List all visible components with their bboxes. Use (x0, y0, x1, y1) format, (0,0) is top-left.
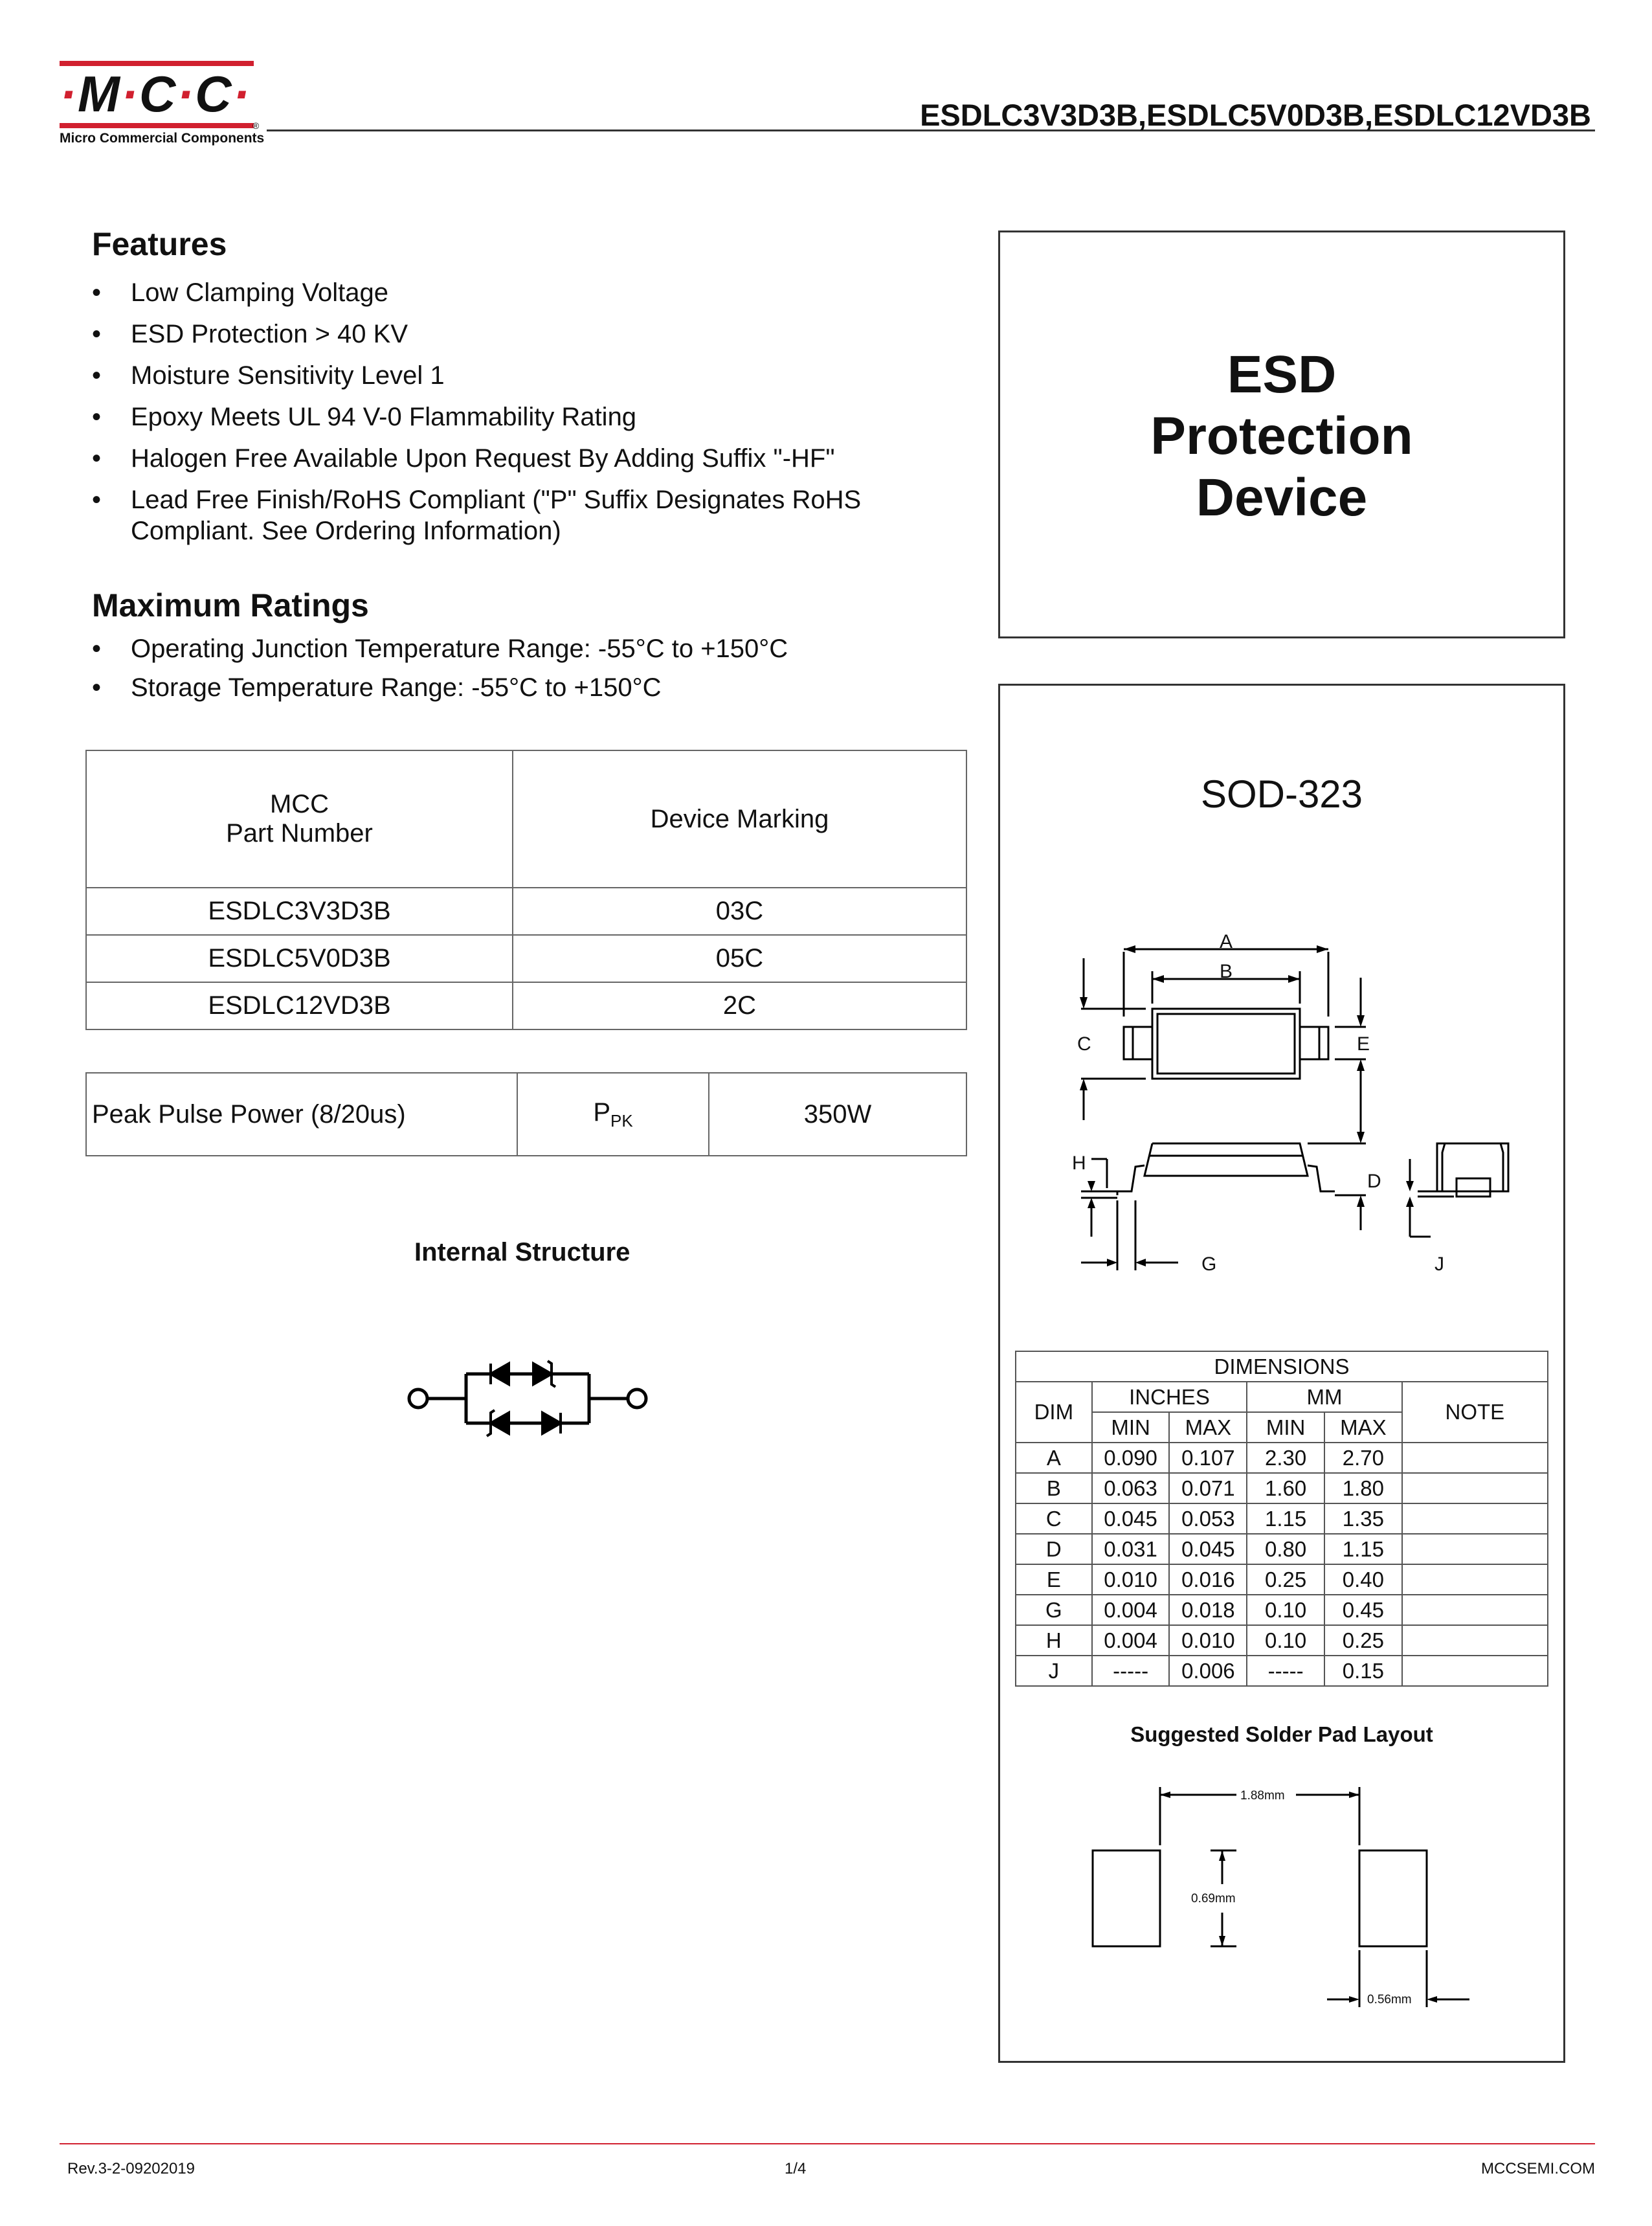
marking-cell: 2C (513, 982, 966, 1029)
label-h: H (1072, 1152, 1086, 1174)
solder-height-label: 0.69mm (1191, 1892, 1236, 1906)
marking-cell: 05C (513, 935, 966, 982)
internal-structure-diagram (401, 1347, 654, 1450)
table-row: J ----- 0.006 ----- 0.15 (1016, 1656, 1548, 1686)
package-name: SOD-323 (1200, 772, 1363, 816)
marking-cell: 03C (513, 888, 966, 935)
table-row: C 0.045 0.053 1.15 1.35 (1016, 1503, 1548, 1534)
features-heading: Features (92, 226, 227, 262)
min-header: MIN (1247, 1412, 1324, 1443)
solder-width-label: 0.56mm (1367, 1993, 1412, 2007)
dimensions-title-row (1016, 1351, 1548, 1382)
logo-subtitle: Micro Commercial Components (60, 131, 265, 146)
table-row: B 0.063 0.071 1.60 1.80 (1016, 1473, 1548, 1503)
inches-header: INCHES (1092, 1382, 1247, 1412)
table-row (86, 935, 966, 982)
package-outline-drawing (1068, 932, 1521, 1282)
power-table (85, 1072, 967, 1156)
table-row: D 0.031 0.045 0.80 1.15 (1016, 1534, 1548, 1564)
label-d: D (1367, 1171, 1381, 1192)
solder-pad-left (1093, 1850, 1160, 1946)
label-c: C (1077, 1033, 1091, 1055)
label-g: G (1201, 1254, 1217, 1275)
logo-bar-bottom (60, 123, 254, 128)
footer-page-number: 1/4 (785, 2160, 807, 2177)
logo-registered-mark: ® (252, 120, 260, 131)
device-marking-header: Device Marking (513, 750, 966, 888)
label-j: J (1434, 1254, 1444, 1275)
power-value: 350W (709, 1073, 966, 1156)
list-item: • Lead Free Finish/RoHS Compliant ("P" Suffix Designates RoHS Compliant. See Ordering Information) (92, 484, 895, 546)
power-symbol: $P_{PK}$ (517, 1073, 709, 1156)
table-header-row (86, 750, 966, 888)
marking-table (85, 750, 967, 1030)
solder-pad-right (1359, 1850, 1427, 1946)
list-item: • Low Clamping Voltage (92, 277, 933, 308)
dimensions-table (1015, 1351, 1548, 1687)
solder-pad-heading: Suggested Solder Pad Layout (1130, 1722, 1433, 1746)
mm-header: MM (1247, 1382, 1401, 1412)
table-row (86, 1073, 966, 1156)
max-header: MAX (1324, 1412, 1402, 1443)
list-item: • Moisture Sensitivity Level 1 (92, 360, 933, 391)
table-row: E 0.010 0.016 0.25 0.40 (1016, 1564, 1548, 1595)
power-param: Peak Pulse Power (8/20us) (86, 1073, 517, 1156)
footer-revision: Rev.3-2-09202019 (67, 2160, 195, 2177)
label-a: A (1220, 932, 1233, 952)
dimensions-header-row (1016, 1382, 1548, 1412)
list-item: • Operating Junction Temperature Range: -55°C to +150°C (92, 633, 933, 664)
dim-header: DIM (1016, 1382, 1092, 1443)
list-item: • Storage Temperature Range: -55°C to +150°C (92, 672, 933, 703)
table-row: G 0.004 0.018 0.10 0.45 (1016, 1595, 1548, 1625)
list-item: • ESD Protection > 40 KV (92, 319, 933, 350)
logo: ·M·C·C· (60, 65, 251, 122)
solder-span-label: 1.88mm (1240, 1789, 1285, 1803)
label-e: E (1357, 1033, 1370, 1055)
device-type-box (998, 230, 1565, 638)
part-cell: ESDLC3V3D3B (86, 888, 513, 935)
part-number-header: MCC Part Number (86, 750, 513, 888)
part-cell: ESDLC5V0D3B (86, 935, 513, 982)
dimensions-title: DIMENSIONS (1016, 1351, 1548, 1382)
features-list (92, 277, 933, 557)
table-row (86, 982, 966, 1029)
list-item: • Halogen Free Available Upon Request By Adding Suffix "-HF" (92, 443, 933, 474)
footer-website[interactable]: MCCSEMI.COM (1481, 2160, 1595, 2177)
ratings-list (92, 633, 933, 714)
internal-structure-heading: Internal Structure (414, 1238, 631, 1266)
table-row (86, 888, 966, 935)
solder-pad-drawing (1075, 1774, 1489, 2033)
max-header: MAX (1169, 1412, 1247, 1443)
document-title: ESDLC3V3D3B,ESDLC5V0D3B,ESDLC12VD3B (920, 98, 1591, 132)
part-cell: ESDLC12VD3B (86, 982, 513, 1029)
device-type-title: ESD Protection Device (1150, 345, 1413, 527)
list-item: • Epoxy Meets UL 94 V-0 Flammability Rating (92, 401, 933, 433)
label-b: B (1220, 961, 1233, 982)
table-row: A 0.090 0.107 2.30 2.70 (1016, 1443, 1548, 1473)
note-header: NOTE (1402, 1382, 1548, 1443)
table-row: H 0.004 0.010 0.10 0.25 (1016, 1625, 1548, 1656)
footer-rule (60, 2143, 1595, 2144)
ratings-heading: Maximum Ratings (92, 587, 369, 624)
min-header: MIN (1092, 1412, 1170, 1443)
